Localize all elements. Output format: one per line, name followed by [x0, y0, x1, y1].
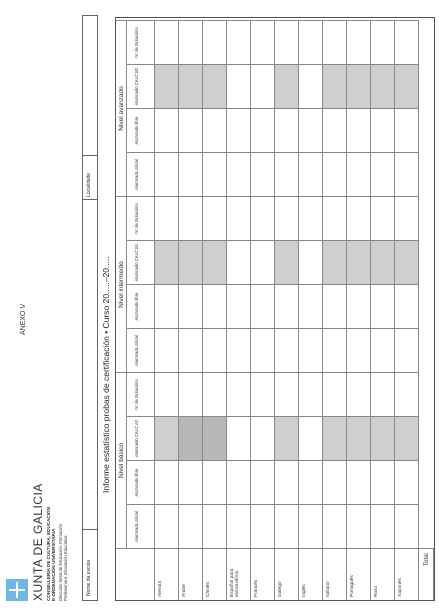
data-entry-cell[interactable] [251, 504, 275, 548]
xunta-flag-icon [6, 579, 28, 601]
data-entry-cell[interactable] [203, 372, 227, 416]
data-entry-cell[interactable] [251, 240, 275, 284]
data-entry-cell[interactable] [395, 20, 419, 64]
data-entry-cell[interactable] [323, 460, 347, 504]
language-name: Árabe [182, 584, 187, 597]
language-name: Galego [278, 581, 283, 597]
column-header-label: Alumnado libre [134, 468, 139, 497]
data-entry-cell[interactable] [299, 64, 323, 108]
data-entry-cell[interactable] [395, 328, 419, 372]
language-name: Italiano [326, 581, 331, 597]
column-header-label: Alumnado oficial [134, 335, 139, 366]
data-entry-cell[interactable] [179, 196, 203, 240]
total-label: Total [424, 553, 430, 566]
data-entry-cell[interactable] [227, 416, 251, 460]
data-entry-cell[interactable] [347, 152, 371, 196]
data-entry-cell[interactable] [299, 196, 323, 240]
department-name: CONSELLERÍA DE CULTURA, EDUCACIÓN E ORDENACIÓN UNIVERSITARIA [46, 507, 57, 601]
language-row-label [155, 548, 179, 600]
column-header-label: Nº de titulacións [134, 379, 139, 410]
report-title: Informe estatístico probas de certificación • Curso 20.....–20..... [101, 256, 111, 493]
language-name: Inglés [302, 584, 307, 597]
data-entry-cell[interactable] [203, 460, 227, 504]
column-header [127, 284, 155, 328]
column-header [127, 460, 155, 504]
data-entry-cell[interactable] [275, 504, 299, 548]
language-name: Español para estranxeiros [230, 568, 241, 597]
locality-label: Localidade [86, 172, 92, 197]
column-header-label: Alumnado libre [134, 292, 139, 321]
data-entry-cell[interactable] [251, 416, 275, 460]
data-entry-cell[interactable] [203, 196, 227, 240]
data-entry-cell[interactable] [275, 372, 299, 416]
data-entry-cell[interactable] [371, 460, 395, 504]
data-entry-cell[interactable] [251, 64, 275, 108]
data-entry-cell[interactable] [275, 20, 299, 64]
data-entry-cell[interactable] [275, 416, 299, 460]
language-row-label [275, 548, 299, 600]
directorate-name: Dirección Xeral de Educación, Formación Profesional e Innovación Educativa [58, 523, 68, 601]
data-entry-cell[interactable] [299, 20, 323, 64]
data-entry-cell[interactable] [251, 460, 275, 504]
data-entry-cell[interactable] [203, 108, 227, 152]
data-entry-cell[interactable] [203, 152, 227, 196]
data-entry-cell[interactable] [227, 328, 251, 372]
language-row-label [371, 548, 395, 600]
data-entry-cell[interactable] [323, 152, 347, 196]
data-entry-cell[interactable] [179, 460, 203, 504]
language-name: Portugués [350, 575, 355, 597]
data-entry-cell[interactable] [179, 108, 203, 152]
corner-cell [116, 548, 155, 600]
data-entry-cell[interactable] [323, 20, 347, 64]
data-entry-cell[interactable] [347, 108, 371, 152]
data-entry-cell[interactable] [395, 64, 419, 108]
data-entry-cell[interactable] [395, 372, 419, 416]
data-entry-cell[interactable] [155, 64, 179, 108]
data-entry-cell[interactable] [251, 372, 275, 416]
school-name-label: Nome da escola [86, 559, 92, 596]
brand-name: XUNTA DE GALICIA [31, 483, 45, 601]
data-entry-cell[interactable] [299, 108, 323, 152]
data-entry-cell[interactable] [347, 240, 371, 284]
data-entry-cell[interactable] [395, 460, 419, 504]
data-entry-cell[interactable] [179, 152, 203, 196]
data-entry-cell[interactable] [323, 240, 347, 284]
column-header [127, 20, 155, 64]
data-entry-cell[interactable] [371, 372, 395, 416]
language-row-label [299, 548, 323, 600]
data-entry-cell[interactable] [275, 284, 299, 328]
data-entry-cell[interactable] [371, 328, 395, 372]
data-entry-cell[interactable] [323, 372, 347, 416]
column-header-label: Nº de titulacións [134, 203, 139, 234]
data-entry-cell[interactable] [227, 372, 251, 416]
data-entry-cell[interactable] [395, 284, 419, 328]
data-entry-cell[interactable] [371, 152, 395, 196]
column-header-label: Alumnado CALC B2 [134, 67, 139, 106]
data-entry-cell[interactable] [179, 328, 203, 372]
data-entry-cell[interactable] [323, 328, 347, 372]
data-entry-cell[interactable] [323, 108, 347, 152]
data-entry-cell[interactable] [155, 504, 179, 548]
data-entry-cell[interactable] [203, 328, 227, 372]
data-entry-cell[interactable] [227, 284, 251, 328]
column-header [127, 372, 155, 416]
data-entry-cell[interactable] [275, 460, 299, 504]
data-entry-cell[interactable] [275, 196, 299, 240]
data-entry-cell[interactable] [347, 460, 371, 504]
data-entry-cell[interactable] [179, 504, 203, 548]
data-entry-cell[interactable] [179, 284, 203, 328]
data-entry-cell[interactable] [203, 240, 227, 284]
level-title: Nivel avanzado [118, 86, 125, 131]
language-name: Xaponés [398, 578, 403, 597]
column-header [127, 328, 155, 372]
data-entry-cell[interactable] [227, 240, 251, 284]
data-entry-cell[interactable] [155, 460, 179, 504]
data-entry-cell[interactable] [299, 460, 323, 504]
data-entry-cell[interactable] [155, 240, 179, 284]
language-row-label [395, 548, 419, 600]
data-entry-cell[interactable] [395, 108, 419, 152]
data-entry-cell[interactable] [227, 504, 251, 548]
data-entry-cell[interactable] [251, 196, 275, 240]
column-header-label: Alumnado libre [134, 116, 139, 145]
column-header [127, 504, 155, 548]
language-row-label [179, 548, 203, 600]
language-name: Ruso [374, 585, 379, 597]
data-entry-cell[interactable] [347, 64, 371, 108]
data-entry-cell[interactable] [179, 416, 203, 460]
column-header [127, 416, 155, 460]
data-entry-cell[interactable] [227, 152, 251, 196]
language-row-label [251, 548, 275, 600]
data-entry-cell[interactable] [371, 64, 395, 108]
data-entry-cell[interactable] [395, 504, 419, 548]
level-header [116, 372, 127, 548]
column-header [127, 108, 155, 152]
data-entry-cell[interactable] [323, 284, 347, 328]
data-entry-cell[interactable] [155, 152, 179, 196]
column-header-label: Alumnado CALC A2 [134, 419, 139, 458]
data-entry-cell[interactable] [251, 152, 275, 196]
data-entry-cell[interactable] [323, 196, 347, 240]
data-entry-cell[interactable] [371, 416, 395, 460]
data-entry-cell[interactable] [275, 328, 299, 372]
data-entry-cell[interactable] [299, 152, 323, 196]
data-entry-cell[interactable] [251, 284, 275, 328]
data-entry-cell[interactable] [227, 460, 251, 504]
data-entry-cell[interactable] [155, 108, 179, 152]
data-entry-cell[interactable] [155, 284, 179, 328]
data-entry-cell[interactable] [227, 64, 251, 108]
data-entry-cell[interactable] [155, 416, 179, 460]
data-entry-cell[interactable] [371, 196, 395, 240]
data-entry-cell[interactable] [347, 372, 371, 416]
language-row-label [323, 548, 347, 600]
data-entry-cell[interactable] [323, 416, 347, 460]
data-entry-cell[interactable] [371, 504, 395, 548]
data-entry-cell[interactable] [347, 20, 371, 64]
column-header [127, 64, 155, 108]
data-entry-cell[interactable] [371, 284, 395, 328]
data-entry-cell[interactable] [251, 20, 275, 64]
data-entry-cell[interactable] [323, 504, 347, 548]
language-name: Alemán [158, 580, 163, 597]
school-info-row [82, 15, 98, 601]
data-entry-cell[interactable] [395, 416, 419, 460]
data-entry-cell[interactable] [347, 196, 371, 240]
column-header [127, 240, 155, 284]
data-entry-cell[interactable] [299, 372, 323, 416]
data-entry-cell[interactable] [179, 64, 203, 108]
data-entry-cell[interactable] [179, 372, 203, 416]
data-entry-cell[interactable] [155, 196, 179, 240]
data-entry-cell[interactable] [371, 20, 395, 64]
data-entry-cell[interactable] [203, 284, 227, 328]
data-entry-cell[interactable] [395, 152, 419, 196]
data-entry-cell[interactable] [179, 240, 203, 284]
data-entry-cell[interactable] [251, 108, 275, 152]
data-entry-cell[interactable] [299, 504, 323, 548]
language-row-label [347, 548, 371, 600]
data-entry-cell[interactable] [155, 20, 179, 64]
data-entry-cell[interactable] [275, 240, 299, 284]
data-entry-cell[interactable] [299, 240, 323, 284]
statistics-table [115, 17, 435, 601]
data-entry-cell[interactable] [275, 108, 299, 152]
data-entry-cell[interactable] [275, 152, 299, 196]
data-entry-cell[interactable] [227, 196, 251, 240]
language-row-label [203, 548, 227, 600]
data-entry-cell[interactable] [227, 20, 251, 64]
data-entry-cell[interactable] [203, 504, 227, 548]
column-header-label: Alumnado oficial [134, 159, 139, 190]
data-entry-cell[interactable] [155, 372, 179, 416]
data-entry-cell[interactable] [347, 328, 371, 372]
level-title: Nivel básico [118, 442, 125, 479]
data-entry-cell[interactable] [347, 504, 371, 548]
data-entry-cell[interactable] [371, 240, 395, 284]
data-entry-cell[interactable] [179, 20, 203, 64]
column-header-label: Alumnado oficial [134, 511, 139, 542]
column-header-label: Nº de titulacións [134, 27, 139, 58]
data-entry-cell[interactable] [251, 328, 275, 372]
annex-label: ANEXO V [20, 303, 27, 335]
level-header [116, 20, 127, 196]
data-entry-cell[interactable] [203, 20, 227, 64]
data-entry-cell[interactable] [203, 416, 227, 460]
data-entry-cell[interactable] [395, 240, 419, 284]
column-header [127, 196, 155, 240]
level-header [116, 196, 127, 372]
data-entry-cell[interactable] [347, 416, 371, 460]
language-name: Chinés [206, 582, 211, 597]
data-entry-cell[interactable] [347, 284, 371, 328]
column-header-label: Alumnado CALC B1 [134, 243, 139, 282]
data-entry-cell[interactable] [371, 108, 395, 152]
data-entry-cell[interactable] [323, 64, 347, 108]
language-row-label [227, 548, 251, 600]
data-entry-cell[interactable] [275, 64, 299, 108]
level-title: Nivel intermedio [118, 261, 125, 308]
data-entry-cell[interactable] [395, 196, 419, 240]
data-entry-cell[interactable] [203, 64, 227, 108]
language-name: Francés [254, 579, 259, 597]
data-entry-cell[interactable] [299, 416, 323, 460]
data-entry-cell[interactable] [299, 328, 323, 372]
data-entry-cell[interactable] [227, 108, 251, 152]
data-entry-cell[interactable] [155, 328, 179, 372]
column-header [127, 152, 155, 196]
data-entry-cell[interactable] [299, 284, 323, 328]
